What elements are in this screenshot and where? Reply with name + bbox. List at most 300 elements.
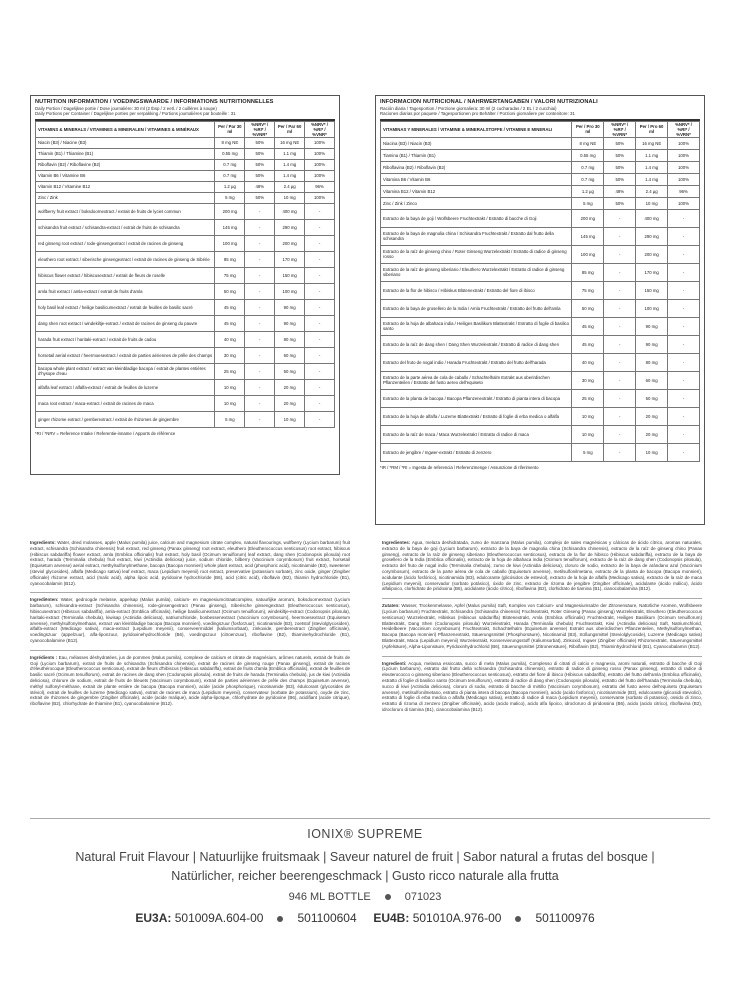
nutrient-value: 0.55 mg <box>572 149 604 161</box>
ingredients-label: Ingredienti: <box>382 660 407 666</box>
nutrient-value: 40 mg <box>215 331 245 347</box>
nutrient-value: 8 mg NE <box>215 137 245 148</box>
nutrient-name: Tiamina (B1) / Thiamin (B1) <box>381 149 572 161</box>
nutrient-value: 45 mg <box>215 299 245 315</box>
table-row <box>381 209 700 227</box>
table-row <box>36 411 335 427</box>
nutrient-value: 50% <box>604 173 636 185</box>
nutrient-value: 10 mg <box>636 197 668 209</box>
nutrient-value: 45 mg <box>215 315 245 331</box>
table-row <box>381 149 700 161</box>
nutrient-value: - <box>245 315 275 331</box>
panel-title: NUTRITION INFORMATION / VOEDINGSWAARDE / INFORMATIONS NUTRITIONNELLES <box>35 99 274 105</box>
nutrient-value: 170 mg <box>275 251 305 267</box>
table-row <box>36 251 335 267</box>
ingredients-paragraph <box>30 592 350 643</box>
nutrient-name: Extracto de la parte aérea de cola de caballo / Schachtelhalm Extrakt aus oberirdischen Pflanzenteilen / Estratto del fusto aereo dell'equiseto <box>381 371 572 389</box>
table-row <box>381 137 700 149</box>
ingredients-paragraph <box>382 540 702 592</box>
nutrient-value: 75 mg <box>215 267 245 283</box>
nutrient-value: 5 mg <box>572 443 604 461</box>
column-header-value: %NRV* / %RI* / %VNR* <box>305 121 335 137</box>
table-row <box>36 170 335 181</box>
table-row <box>381 185 700 197</box>
nutrient-value: - <box>668 443 700 461</box>
nutrient-value: - <box>245 267 275 283</box>
table-row <box>381 173 700 185</box>
ingredients-label: Zutaten: <box>382 603 400 609</box>
nutrient-value: 100% <box>668 149 700 161</box>
nutrient-value: - <box>668 299 700 317</box>
nutrient-value: 85 mg <box>572 263 604 281</box>
nutrient-value: - <box>668 263 700 281</box>
ingredients-paragraph <box>30 540 350 586</box>
column-header-value: %NRV* / %RI* / %VRN* <box>668 121 700 137</box>
nutrient-name: Vitamin B6 / Vitamine B6 <box>36 170 215 181</box>
nutrient-name: Extracto de la flor de hibisco / Hibiskus Blütenextrakt / Estratto del fiore di ibisco <box>381 281 572 299</box>
nutrient-value: 290 mg <box>275 219 305 235</box>
table-row <box>36 315 335 331</box>
nutrient-name: Niacin (B3) / Niacine (B3) <box>36 137 215 148</box>
table-row <box>36 181 335 192</box>
column-header-value: Per / Par 60 ml <box>275 121 305 137</box>
table-row <box>36 299 335 315</box>
nutrient-value: 48% <box>604 185 636 197</box>
nutrient-value: - <box>245 331 275 347</box>
brand-name: IONIX® SUPREME <box>307 827 423 841</box>
panel-subtitle: Raciones diarias por paquete / Tagesportionen pro Behälter / Porzioni giornaliere per contenitore: 31 <box>380 111 575 117</box>
nutrient-name: Vitamin B12 / Vitamine B12 <box>36 181 215 192</box>
nutrient-value: 100% <box>305 170 335 181</box>
column-header-nutrient: VITAMINS & MINERALS / VITAMINES & MINERALEN / VITAMINES & MINÉRAUX <box>36 121 215 137</box>
nutrient-name: Extracto de la baya de goji / Wolfsbeere Fruchtextrakt / Estratto di bacche di Goji <box>381 209 572 227</box>
nutrient-value: - <box>604 425 636 443</box>
nutrient-value: 60 mg <box>275 347 305 363</box>
nutrient-value: - <box>604 389 636 407</box>
nutrient-value: - <box>305 315 335 331</box>
nutrient-value: 200 mg <box>275 235 305 251</box>
nutrient-value: - <box>604 335 636 353</box>
nutrient-value: 10 mg <box>275 411 305 427</box>
panel-subtitle: Daily Portions per Container / Dagelijkse porties per verpakking / Portions journalières par bouteille : 31 <box>35 111 236 117</box>
panel-subtitle: Daily Portion / Dagelijkse portie / Dose journalière: 30 ml (2 tbsp / 2 eetl. / 2 cuillères à soupe) <box>35 106 217 111</box>
nutrient-value: 20 mg <box>275 379 305 395</box>
nutrient-value: 5 mg <box>215 411 245 427</box>
ingredients-text: Water, gedroogde melasse, appelsap (Malus pumila), calcium- en magnesiumcitraatcomplex, natuurlijke aroma's, boksdoornextract (Lycium barbarum), schisandra-extract (Schisandra chinensis), rode-ginsengextract (Panax ginseng), Siberische ginsengextract (Eleutherococcus senticosus), hibiscusextract (Hibiscus sabdariffa), amla-extract (Emblica officinalis), heilige basilicumextract (Ocimum tenuiflorum), windekiltje-extract (Codonopsis pilosula), haritaki-extract (Terminalia chebula), kiwisap (Actinidia deliciosa), natriumchloride, bosbessenextract (Vaccinium corymbosum), heermoesextract (Equisetum arvense), methylsulfonylmethaan, extract van kleinbladige bacopa (Bacopa monnieri), voedingszuur (fosforzuur), nicotinamide (B3), zoetstof (steviolglycosiden), alfalfa-extract (Medicago sativa), maca-extract (Lepidium meyenii), conserveermiddel (kaliumsorbaat), zinkoxide, gemberextract (Zingiber officinale), voedingszuur (appelzuur), alfa-liponzuur, pyridoxinehydrochloride (B6), voedingszuur (citroenzuur), riboflavine (B2), thiaminehydrochloride (B1), cyanocobalamine (B12). <box>30 597 350 643</box>
nutrient-value: 10 mg <box>275 192 305 203</box>
nutrition-panel-es-de-it <box>375 95 705 525</box>
table-row <box>36 192 335 203</box>
ingredients-label: Ingrédients : <box>30 654 58 660</box>
nutrient-value: 1.1 mg <box>636 149 668 161</box>
nutrient-value: - <box>604 317 636 335</box>
nutrient-value: 10 mg <box>636 443 668 461</box>
nutrient-value: 75 mg <box>572 281 604 299</box>
nutrient-name: hibiscus flower extract / hibiscusextract / extrait de fleurs de roselle <box>36 267 215 283</box>
nutrient-value: - <box>668 371 700 389</box>
nutrient-value: 10 mg <box>215 395 245 411</box>
nutrient-value: 145 mg <box>215 219 245 235</box>
nutrient-value: - <box>604 227 636 245</box>
eu4b-code-2: 501100976 <box>535 911 595 925</box>
nutrient-value: 50 mg <box>275 363 305 379</box>
nutrient-name: schisandra fruit extract / schisandra-extract / extrait de fruits de schisandra <box>36 219 215 235</box>
table-row <box>381 407 700 425</box>
nutrient-value: 2.4 µg <box>275 181 305 192</box>
nutrient-value: 2.4 µg <box>636 185 668 197</box>
nutrient-value: 0.7 mg <box>215 159 245 170</box>
nutrient-value: 20 mg <box>636 425 668 443</box>
nutrient-value: 100% <box>668 137 700 149</box>
nutrient-value: 30 mg <box>572 371 604 389</box>
nutrient-value: - <box>668 245 700 263</box>
flavour-line: Natural Fruit Flavour | Natuurlijke fruitsmaak | Saveur naturel de fruit | Sabor natural a frutas del bosque | <box>75 850 655 864</box>
nutrient-value: 16 mg NE <box>275 137 305 148</box>
nutrient-value: - <box>245 347 275 363</box>
nutrient-value: 20 mg <box>636 407 668 425</box>
nutrient-value: - <box>305 219 335 235</box>
eu3a-label: EU3A: <box>135 911 172 925</box>
nutrient-value: - <box>668 389 700 407</box>
ingredients-text: Agua, melaza deshidratada, zumo de manzana (Malus pumila), complejo de sales magnésicas y cálcicas de ácido cítrico, aromas naturales, extracto de la baya de goji (Lycium barbarum), extracto de la baya de magnolia china (Schisandra chinensis), extracto de la raíz de ginseng chino (Panax ginseng), extracto de la raíz de ginseng siberiano (Eleutherococcus senticosus), extracto de la flor de hibisco (Hibiscus sabdariffa), extracto de la baya de grosellero de la India (Emblica officinalis), extracto de la hoja de albahaca india (Ocimum tenuiflorum), extracto de la raíz de dang shen (Codonopsis pilosula), extracto del fruto de nogal indio (Terminalia chebula), zumo de kiwi (Actinidia deliciosa), cloruro de sodio, extracto de la baya de arándano azul (Vaccinium corymbosum), extracto de la parte aérea de cola de caballo (Equisetum arvense), metilsulfonilmetano, extracto de la planta de bacopa (Bacopa monnieri), acidulante (ácido fosfórico), nicotinamida (B3), edulcorante (glicósidos de esteviol), extracto de la hoja de alfalfa (Medicago sativa), extracto de la raíz de maca (Lepidium meyenii), conservador (sorbato potásico), óxido de zinc, extracto de rizoma de jengibre (Zingiber officinale), acidulante (ácido málico), ácido alfalipoico, clorhidrato de piridoxina (B6), acidulante (ácido cítrico), riboflavina (B2), clorhidrato de tiamina (B1), cianocobalamina (B12). <box>382 540 702 592</box>
nutrient-value: 40 mg <box>572 353 604 371</box>
nutrient-value: - <box>604 353 636 371</box>
nutrient-value: - <box>245 379 275 395</box>
nutrient-value: 100 mg <box>636 299 668 317</box>
nutrient-name: Extracto de la hoja de albahaca india / Heiliges Basilikum Blattextrakt / Estratto di foglie di basilico santo <box>381 317 572 335</box>
nutrient-value: 30 mg <box>215 347 245 363</box>
nutrient-name: Vitamina B12 / Vitamin B12 <box>381 185 572 197</box>
nutrient-value: - <box>305 363 335 379</box>
column-header-value: Per / Pro 30 ml <box>572 121 604 137</box>
nutrient-value: 100% <box>668 173 700 185</box>
nutrient-value: - <box>604 443 636 461</box>
nutrient-value: 1.1 mg <box>275 148 305 159</box>
nutrient-value: 1.2 µg <box>215 181 245 192</box>
nutrient-name: Thiamin (B1) / Thiamine (B1) <box>36 148 215 159</box>
table-row <box>381 263 700 281</box>
nutrient-value: 50% <box>245 159 275 170</box>
eu3a-code-2: 501100604 <box>297 911 357 925</box>
nutrient-value: 5 mg <box>572 197 604 209</box>
ingredients-text: Eau, mélasses déshydratées, jus de pommes (Malus pumila), complexe de calcium et citrate de magnésium, arômes naturels, extrait de fruits de Goji (Lycium barbarum), extrait de fruits de schisandra (Schisandra chinensis), extrait de racines de ginseng rouge (Panax ginseng), extrait de racines d'éleuthérocoque (Eleutherococcus senticosus), extrait de fleurs d'hibiscus (Hibiscus sabdariffa), extrait de fruits d'amla (Emblica officinalis), extrait de feuilles de basilic sacré (Ocimum tenuiflorum), extrait de racines de dang shen (Codonopsis pilosula), extrait de fruits de harada (Terminalia chebula), jus de kiwi (Actinidia deliciosa), chlorure de sodium, extrait de fruits de bleuets (Vaccinium corymbosum), extrait de parties aériennes de prêle des champs (Equisetum arvense), méthyl sulfonyl-méthane, extrait de plante entière de bacopa (Bacopa monnieri), acide (acide phosphorique), nicotinamide (B3), édulcorant (glycosides de stéviol), extrait de feuilles de luzerne (Medicago sativa), extrait de racines de maca (Lepidium meyenii), conservateur (sorbate de potassium), oxyde de zinc, extrait de rhizomes de gingembre (Zingiber officinale), acide (acide malique), acide alpha-lipoïque, chlorhydrate de pyridoxine (B6), acidifiant (acide citrique), riboflavine (B2), chlorhydrate de thiamine (B1), cyanocobalamine (B12). <box>30 654 350 707</box>
nutrient-value: 100 mg <box>275 283 305 299</box>
column-header-value: Per / Par 30 ml <box>215 121 245 137</box>
nutrient-name: Extracto de la baya de magnolia china / Schisandra Fruchtextrakt / Estratto dal frutto della schisandra <box>381 227 572 245</box>
nutrient-value: - <box>245 363 275 379</box>
bullet-icon <box>385 894 391 900</box>
bullet-icon <box>515 916 521 922</box>
nutrient-value: 96% <box>305 181 335 192</box>
nutrient-value: 100% <box>305 192 335 203</box>
nutrient-name: holy basil leaf extract / heilige basilicumextract / extrait de feuilles de basilic sacré <box>36 299 215 315</box>
table-row <box>36 235 335 251</box>
nutrient-value: 45 mg <box>572 317 604 335</box>
nutrient-name: Extracto de jengibre / Ingwer-extrakt / Estratto di zenzero <box>381 443 572 461</box>
nutrient-name: Extracto de la raíz de ginseng chino / Roter Ginseng Wurzelextrakt / Estratto di radice di ginseng rosso <box>381 245 572 263</box>
nutrient-value: 48% <box>245 181 275 192</box>
ingredients-column-right <box>382 540 702 719</box>
ingredients-paragraph <box>382 598 702 649</box>
nutrient-value: 100% <box>668 161 700 173</box>
nutrient-value: 100 mg <box>572 245 604 263</box>
nutrient-value: 80 mg <box>636 353 668 371</box>
bottle-size: 946 ML BOTTLE <box>288 891 371 903</box>
nutrient-name: bacopa whole plant extract / extract van kleinbladige bacopa / extrait de plantes entières d'hysope d'eau <box>36 363 215 379</box>
table-row <box>36 219 335 235</box>
panel-subtitle: Ración diaria / Tagesportion / Porzione giornaliera: 30 ml (2 cucharadas / 2 EL / 2 cucchiai) <box>380 106 557 111</box>
nutrient-value: 1.2 µg <box>572 185 604 197</box>
nutrient-value: - <box>668 425 700 443</box>
nutrient-value: - <box>604 407 636 425</box>
ingredients-text: Water, dried molasses, apple (Malus pumila) juice, calcium and magnesium citrate complex, natural flavourings, wolfberry (Lycium barbarum) fruit extract, schisandra (Schisandra chinensis) fruit extract, red ginseng (Panax ginseng) root extract, eleuthero (Eleutherococcus senticosus) root extract, hibiscus (Hibiscus sabdariffa) flower extract, amla (Emblica officinalis) fruit extract, holy basil (Ocimum tenuiflorum) leaf extract, dang shen (Codonopsis pilosula) root extract, harada (Terminalia chebula) fruit extract, kiwi (Actinidia deliciosa) juice, sodium chloride, bilberry (Vaccinium corymbosum) fruit extract, horsetail (Equisetum arvense) aerial extract, methylsulfonylmethane, bacopa (Bacopa monnieri) whole plant extract, acid (phosphoric acid), nicotinamide (B3), sweetener (steviol glycosides), alfalfa (Medicago sativa) leaf extract, maca (Lepidium meyenii) root extract, preservative (potassium sorbate), zinc oxide, ginger (Zingiber officinale) rhizome extract, acid (malic acid), alpha lipoic acid, pyridoxine hydrochloride (B6), acid (citric acid), riboflavin (B2), thiamin hydrochloride (B1), cyanocobalamin (B12). <box>30 540 350 586</box>
nutrient-value: 1.4 mg <box>636 161 668 173</box>
panel-title: INFORMACIÓN NUTRICIONAL / NÄHRWERTANGABEN / VALORI NUTRIZIONALI <box>380 99 598 105</box>
nutrient-name: Extracto de la raíz de maca / Maca Wurzelextrakt / Estratto di radice di maca <box>381 425 572 443</box>
nutrient-value: 5 mg <box>215 192 245 203</box>
table-row <box>381 245 700 263</box>
divider <box>30 818 710 819</box>
nutrient-value: - <box>245 251 275 267</box>
nutrient-value: - <box>604 263 636 281</box>
nutrient-value: 80 mg <box>275 331 305 347</box>
eu4b-label: EU4B: <box>373 911 410 925</box>
nutrient-value: 150 mg <box>275 267 305 283</box>
nutrient-value: 290 mg <box>636 227 668 245</box>
nutrient-value: - <box>668 227 700 245</box>
table-row <box>381 443 700 461</box>
nutrient-value: 50 mg <box>572 299 604 317</box>
nutrient-value: - <box>305 203 335 219</box>
eu4b-code: 501010A.976-00 <box>412 911 502 925</box>
nutrient-value: 0.7 mg <box>572 161 604 173</box>
nutrient-value: 90 mg <box>275 299 305 315</box>
nutrient-name: Vitamina B6 / Vitamin B6 <box>381 173 572 185</box>
nutrient-value: 145 mg <box>572 227 604 245</box>
nutrient-value: 90 mg <box>275 315 305 331</box>
table-row <box>381 299 700 317</box>
nutrient-value: 1.4 mg <box>636 173 668 185</box>
table-row <box>381 317 700 335</box>
nutrient-name: Extracto de la baya de grosellero de la India / Amla Fruchtextrakt / Estratto del frutto dell'amla <box>381 299 572 317</box>
table-row <box>36 283 335 299</box>
nutrient-name: maca root extract / maca-extract / extrait de racines de maca <box>36 395 215 411</box>
nutrient-value: 10 mg <box>215 379 245 395</box>
nutrient-value: - <box>305 347 335 363</box>
ingredients-text: Acqua, melassa essiccata, succo di mela (Malus pumila), Complesso di citrati di calcio e magnesio, aromi naturali, estratto di bacche di Goji (Lycium barbarum), estratto dal frutto della schisandra (Schisandra chinensis), estratto di radice di ginseng rosso (Panax ginseng), estratto di radice di eleuterococco o ginseng siberiano (Eleutherococcus senticosus), estratto del fiore di ibisco (Hibiscus sabdariffa), estratto del frutto dell'amla (Emblica officinalis), estratto di foglie di basilico santo (Ocimum tenuiflorum), estratto di radice di dang shen (Codonopsis pilosula), estratto del frutto dell'harada (Terminalia chebula), succo di kiwi (Actinidia deliciosa), cloruro di sodio, estratto di bacche di mirtillo (Vaccinium corymbosum), estratto del fusto aereo dell'equiseto (Equisetum arvense), metilsulfonilmetano, estratto di pianta intera di bacopa (Bacopa monnieri), acido (acido fosforico), nicotinammide (B3), edulcorante (glicosidi steviolici), estratto di foglie di erba medica o alfalfa (Medicago sativa), estratto di radice di maca (Lepidium meyenii), conservante (sorbato di potassio), ossido di zinco, estratto di rizoma di zenzero (Zingiber officinale), acido (acido malico), acido alfa lipoico, idrocloruro di piridossina (B6), acido (acido citrico), riboflavina (B2), idrocloruro di tiamina (B1), cianocobalamina (B12). <box>382 660 702 712</box>
footnote: *IR / *RM / *RI = Ingesta de referencia / Referenzmenge / Assunzione di riferimento <box>380 464 539 470</box>
product-codes <box>0 911 730 925</box>
nutrient-value: - <box>245 283 275 299</box>
nutrient-name: eleuthero root extract / siberische ginsengextract / extrait de racines de ginseng de Sibérie <box>36 251 215 267</box>
nutrient-value: 90 mg <box>636 317 668 335</box>
nutrient-name: Extracto del fruto de nogal indio / Harada Fruchtextrakt / Estratto del frutto dell'harada <box>381 353 572 371</box>
nutrition-table <box>35 121 335 428</box>
nutrient-value: 150 mg <box>636 281 668 299</box>
nutrient-value: - <box>305 267 335 283</box>
nutrient-value: - <box>668 209 700 227</box>
nutrient-value: - <box>604 245 636 263</box>
nutrient-name: horsetail aerial extract / heermoesextract / extrait de parties aériennes de prêle des champs <box>36 347 215 363</box>
nutrient-name: Riboflavina (B2) / Riboflavin (B2) <box>381 161 572 173</box>
nutrient-value: 100% <box>305 137 335 148</box>
nutrient-value: - <box>305 379 335 395</box>
nutrition-panel-en-nl-fr <box>30 95 340 475</box>
nutrient-value: - <box>305 283 335 299</box>
table-row <box>381 371 700 389</box>
nutrient-value: - <box>305 331 335 347</box>
ingredients-paragraph <box>30 650 350 707</box>
nutrient-value: 50 mg <box>636 389 668 407</box>
nutrient-value: 90 mg <box>636 335 668 353</box>
nutrient-value: - <box>245 219 275 235</box>
table-row <box>36 159 335 170</box>
nutrient-value: - <box>604 281 636 299</box>
nutrient-name: Extracto de la hoja de alfalfa / Luzerne Blattextrakt / Estratto di foglie di erba medica o alfalfa <box>381 407 572 425</box>
nutrient-value: 50 mg <box>215 283 245 299</box>
table-row <box>381 281 700 299</box>
nutrient-value: 1.4 mg <box>275 159 305 170</box>
nutrient-name: Extracto de la raíz de ginseng siberiano / Eleuthero Wurzelextrakt / Estratto di radice di ginseng siberiano <box>381 263 572 281</box>
nutrient-value: 100 mg <box>215 235 245 251</box>
table-row <box>36 395 335 411</box>
table-row <box>36 267 335 283</box>
nutrient-value: - <box>604 209 636 227</box>
table-row <box>36 331 335 347</box>
nutrient-name: amla fruit extract / amla-extract / extrait de fruits d'amla <box>36 283 215 299</box>
ingredients-label: Ingredientes: <box>382 540 411 545</box>
nutrient-value: 170 mg <box>636 263 668 281</box>
flavour-line: Natürlicher, reicher beerengeschmack | Gusto ricco naturale alla frutta <box>171 869 559 883</box>
nutrient-value: 200 mg <box>636 245 668 263</box>
nutrient-value: 0.55 mg <box>215 148 245 159</box>
table-row <box>381 389 700 407</box>
ingredients-label: Ingrediënten: <box>30 597 59 603</box>
nutrient-value: 50% <box>245 170 275 181</box>
nutrient-value: 96% <box>668 185 700 197</box>
nutrient-value: 100% <box>305 159 335 170</box>
nutrient-value: - <box>305 395 335 411</box>
bottle-info <box>0 891 730 903</box>
table-row <box>36 347 335 363</box>
table-row <box>381 227 700 245</box>
nutrient-value: - <box>245 411 275 427</box>
nutrient-value: 200 mg <box>215 203 245 219</box>
nutrient-value: - <box>668 353 700 371</box>
footnote: *RI / *NRV = Reference Intake / Referentie-inname / Apports de référence <box>35 430 176 436</box>
nutrient-value: 50% <box>604 149 636 161</box>
nutrient-value: - <box>305 299 335 315</box>
nutrient-name: Zinc / Zink / Zinco <box>381 197 572 209</box>
nutrient-value: - <box>245 203 275 219</box>
table-row <box>381 161 700 173</box>
product-info <box>0 827 730 925</box>
nutrient-name: Niacina (B3) / Niacin (B3) <box>381 137 572 149</box>
nutrient-value: - <box>305 235 335 251</box>
nutrient-value: 50% <box>245 148 275 159</box>
nutrient-name: Extracto de la planta de bacopa / Bacopa Pflanzenextrakt / Estratto di pianta intera di bacopa <box>381 389 572 407</box>
nutrient-value: 0.7 mg <box>572 173 604 185</box>
nutrient-value: 100% <box>668 197 700 209</box>
nutrient-value: 50% <box>604 137 636 149</box>
ingredients-paragraph <box>382 656 702 713</box>
column-header-value: %NRV* / %RI* / %VRN* <box>604 121 636 137</box>
nutrient-value: - <box>305 251 335 267</box>
nutrient-value: 20 mg <box>275 395 305 411</box>
nutrient-value: 16 mg NE <box>636 137 668 149</box>
nutrient-name: harada fruit extract / haritaki-extract / extrait de fruits de cadou <box>36 331 215 347</box>
table-row <box>36 379 335 395</box>
nutrient-value: 10 mg <box>572 425 604 443</box>
ingredients-text: Wasser, Trockenmelasse, Apfel (Malus pumila) Saft, Komplex von Calcium- und Magnesiumsalze der Zitronensäure, Natürliche Aromen, Wolfsbeere (Lycium barbarum) Fruchtextrakt, Schisandra (Schisandra chinensis) Fruchtextrakt, Roter Ginseng (Panax ginseng) Wurzelextrakt, Eleuthero (Eleutherococcus senticosus) Wurzelextrakt, Hibiskus (Hibiscus sabdariffa) Blütenextrakt, Amla (Emblica officinalis) Fruchtextrakt, Heiliges Basilikum (Ocimum tenuiflorum) Blattextrakt, Dang Shen (Codonopsis pilosula) Wurzelextrakt, Harada (Terminalia chebula) Fruchtextrakt, Kiwi (Actinidia deliciosa) Saft, Natriumchlorid, Heidelbeere (Vaccinium corymbosum) Fruchtextrakt, Schachtelhalm (Equisetum arvense) Extrakt aus oberirdischen Pflanzenteilen, Methylsulfonylmethan, Bacopa (Bacopa monnieri) Pflanzenextrakt, Säuerungsmittel (Phosphorsäure), Nicotinamid (B3), Süßungsmittel (Steviolglycoside), Luzerne (Medicago sativa) Blattextrakt, Maca (Lepidium meyenii) Wurzelextrakt, Konservierungsstoff (Kaliumsorbat), Zinkoxid, Ingwer (Zingiber officinale) Rhizomextrakt, Säuerungsmittel (Apfelsäure), Alpha-Liponsäure, Pyridoxinhydrochlorid (B6), Säuerungsmittel (Zitronensäure), Riboflavin (B2), Thiaminhydrochlorid (B1), Cyanocobalamin (B12). <box>382 603 702 649</box>
nutrient-value: 25 mg <box>215 363 245 379</box>
table-row <box>36 148 335 159</box>
nutrient-value: 10 mg <box>572 407 604 425</box>
nutrient-value: 1.4 mg <box>275 170 305 181</box>
nutrient-name: ginger rhizome extract / gemberextract / extrait de rhizomes de gingembre <box>36 411 215 427</box>
nutrient-value: 45 mg <box>572 335 604 353</box>
nutrient-value: 400 mg <box>275 203 305 219</box>
nutrient-name: Riboflavin (B2) / Riboflavine (B2) <box>36 159 215 170</box>
eu3a-code: 501009A.604-00 <box>174 911 264 925</box>
table-row <box>381 335 700 353</box>
nutrient-value: - <box>668 407 700 425</box>
nutrient-value: - <box>604 371 636 389</box>
nutrient-value: 100% <box>305 148 335 159</box>
nutrient-value: - <box>668 335 700 353</box>
column-header-value: %NRV* / %RI* / %VNR* <box>245 121 275 137</box>
nutrient-value: 25 mg <box>572 389 604 407</box>
table-row <box>381 425 700 443</box>
table-row <box>381 353 700 371</box>
nutrient-value: - <box>305 411 335 427</box>
nutrient-value: - <box>245 299 275 315</box>
table-row <box>36 137 335 148</box>
nutrient-value: - <box>668 281 700 299</box>
table-row <box>36 363 335 379</box>
batch-date: 071023 <box>404 891 442 903</box>
nutrient-value: 200 mg <box>572 209 604 227</box>
bullet-icon <box>277 916 283 922</box>
nutrient-value: - <box>245 235 275 251</box>
nutrient-value: 8 mg NE <box>572 137 604 149</box>
nutrient-value: 60 mg <box>636 371 668 389</box>
nutrient-value: - <box>604 299 636 317</box>
nutrition-table <box>380 121 700 462</box>
nutrient-name: red ginseng root extract / rode-ginsengextract / extrait de racines de ginseng <box>36 235 215 251</box>
ingredients-label: Ingredients: <box>30 540 56 545</box>
nutrient-value: 50% <box>604 161 636 173</box>
nutrient-name: wolfberry fruit extract / boksdoornextract / extrait de fruits de lyciet commun <box>36 203 215 219</box>
nutrient-value: - <box>668 317 700 335</box>
column-header-value: Per / Pro 60 ml <box>636 121 668 137</box>
nutrient-name: alfalfa leaf extract / alfalfa-extract / extrait de feuilles de luzerne <box>36 379 215 395</box>
nutrient-name: Zinc / Zink <box>36 192 215 203</box>
column-header-nutrient: VITAMINAS Y MINERALES / VITAMINE & MINERALSTOFFE / VITAMINE E MINERALI <box>381 121 572 137</box>
nutrient-value: 400 mg <box>636 209 668 227</box>
nutrient-value: 50% <box>604 197 636 209</box>
ingredients-column-left <box>30 540 350 713</box>
nutrient-value: 0.7 mg <box>215 170 245 181</box>
nutrient-name: dang shen root extract / windekiltje-extract / extrait de racines de ginseng du pauvre <box>36 315 215 331</box>
nutrient-value: 50% <box>245 137 275 148</box>
nutrient-value: 50% <box>245 192 275 203</box>
table-row <box>381 197 700 209</box>
nutrient-value: 85 mg <box>215 251 245 267</box>
nutrient-value: - <box>245 395 275 411</box>
nutrient-name: Extracto de la raíz de dang shen / Dang Shen Wurzelextrakt / Estratto di radice di dang shen <box>381 335 572 353</box>
table-row <box>36 203 335 219</box>
